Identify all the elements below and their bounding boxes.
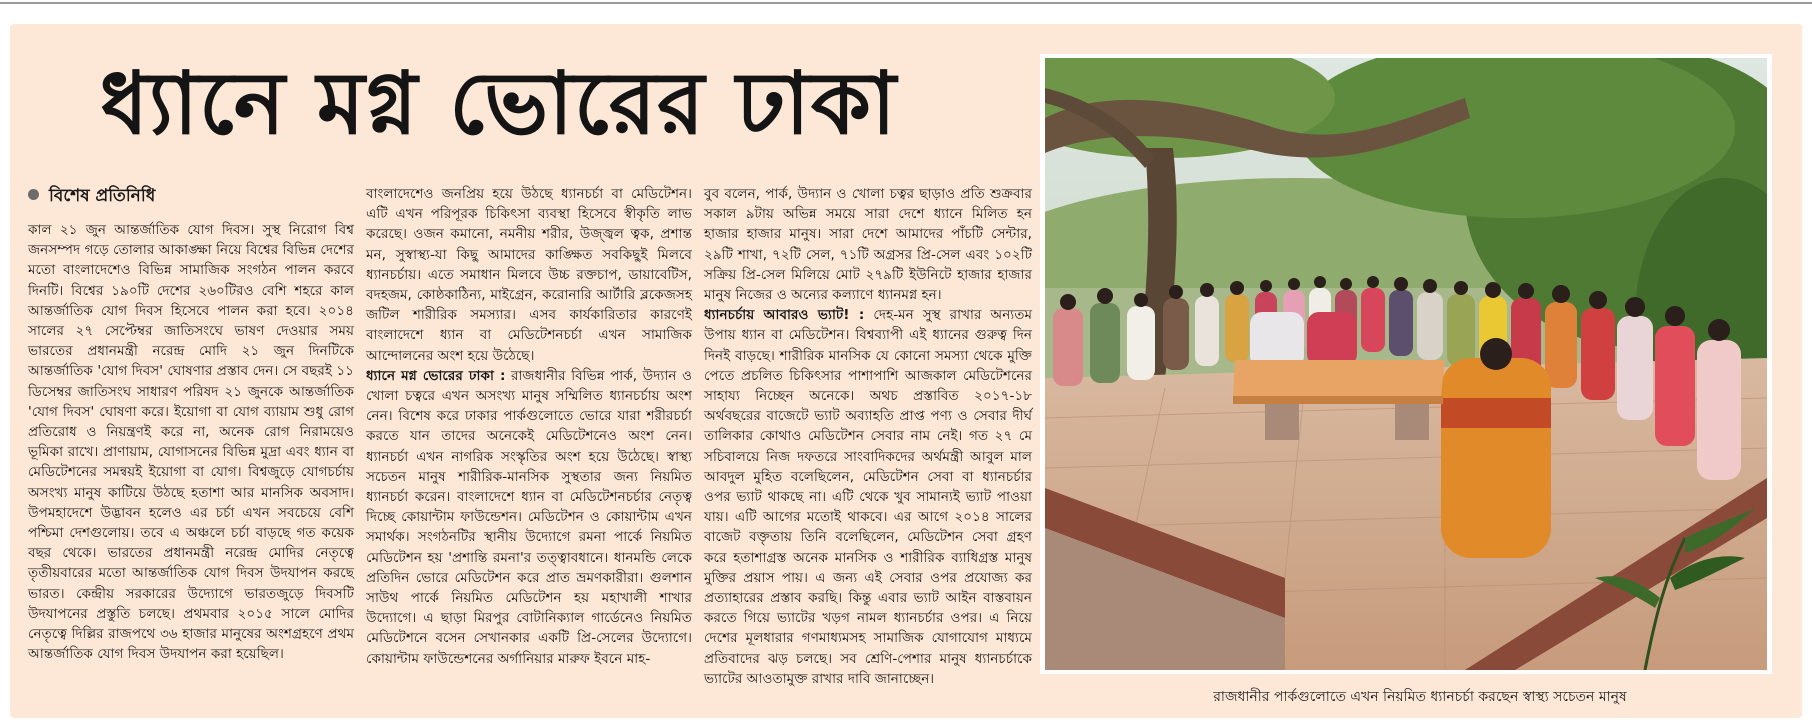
- article-column-3: [704, 184, 1032, 714]
- meditation-photo: [1045, 58, 1767, 670]
- article-column-2: [366, 184, 692, 714]
- photo-caption: রাজধানীর পার্কগুলোতে এখন নিয়মিত ধ্যানচর্চা করছেন স্বাস্থ্য সচেতন মানুষ: [1213, 689, 1627, 705]
- column-2-paragraph-1: বাংলাদেশেও জনপ্রিয় হয়ে উঠছে ধ্যানচর্চা বা মেডিটেশন। এটি এখন পরিপূরক চিকিৎসা ব্যবস্থা হিসেবে স্বীকৃতি লাভ করেছে। ওজন কমানো, নমনীয় শরীর, উজ্জ্বল ত্বক, প্রশান্ত মন, সুস্বাস্থ্য-যা কিছু আমাদের কাঙ্ক্ষিত সবকিছুই মিলবে ধ্যানচর্চায়। এতে সমাধান মিলবে উচ্চ রক্তচাপ, ডায়াবেটিস, বদহজম, কোষ্ঠকাঠিন্য, মাইগ্রেন, করোনারি আর্টারি ব্লকেজসহ জটিল শারীরিক সমস্যার। এসব কার্যকারিতার কারণেই বাংলাদেশে ধ্যান বা মেডিটেশনচর্চা এখন সামাজিক আন্দোলনের অংশ হয়ে উঠেছে।: [366, 186, 692, 364]
- column-2-paragraph-2-text: রাজধানীর বিভিন্ন পার্ক, উদ্যান ও খোলা চত্বরে এখন অসংখ্য মানুষ সম্মিলিত ধ্যানচর্চায় অংশ নেন। বিশেষ করে ঢাকার পার্কগুলোতে ভোরে যারা শরীরচর্চা করতে যান তাদের অনেকেই মেডিটেশনেও অংশ নেন। ধ্যানচর্চা এখন নাগরিক সংস্কৃতির অংশ হয়ে উঠেছে। স্বাস্থ্য সচেতন মানুষ শারীরিক-মানসিক সুস্থতার জন্য নিয়মিত ধ্যানচর্চা করেন। বাংলাদেশে ধ্যান বা মেডিটেশনচর্চার নেতৃত্ব দিচ্ছে কোয়ান্টাম ফাউন্ডেশন। মেডিটেশন ও কোয়ান্টাম এখন সমার্থক। সংগঠনটির স্থানীয় উদ্যোগে রমনা পার্কে নিয়মিত মেডিটেশন হয় 'প্রশান্তি রমনা'র তত্ত্বাবধানে। ধানমন্ডি লেকে প্রতিদিন ভোরে মেডিটেশন করে প্রাত ভ্রমণকারীরা। গুলশান সাউথ পার্কে নিয়মিত মেডিটেশন হয় মহাখালী শাখার উদ্যোগে। এ ছাড়া মিরপুর বোটানিক্যাল গার্ডেনেও নিয়মিত মেডিটেশনে বসেন সেখানকার একটি প্রি-সেলের উদ্যোগে। কোয়ান্টাম ফাউন্ডেশনের অর্গানিয়ার মারুফ ইবনে মাহ-: [366, 367, 693, 667]
- subheading-vat: ধ্যানচর্চায় আবারও ভ্যাট! :: [704, 307, 865, 324]
- article-column-1: [28, 220, 354, 710]
- park-meditation-illustration: [1045, 58, 1767, 670]
- byline: [28, 184, 358, 208]
- headline: ধ্যানে মগ্ন ভোরের ঢাকা: [100, 53, 897, 154]
- column-3-paragraph-1: বুব বলেন, পার্ক, উদ্যান ও খোলা চত্বর ছাড়াও প্রতি শুক্রবার সকাল ৯টায় অভিন্ন সময়ে সারা দেশে ধ্যানে মিলিত হন হাজার হাজার মানুষ। সারা দেশে আমাদের পাঁচটি সেন্টার, ২৯টি শাখা, ৭২টি সেল, ৭১টি অগ্রসর প্রি-সেল এবং ১০২টি সক্রিয় প্রি-সেল মিলিয়ে মোট ২৭৯টি ইউনিটে হাজার হাজার মানুষ নিজের ও অন্যের কল্যাণে ধ্যানমগ্ন হন।: [704, 186, 1032, 304]
- subheading-dhyane-mogno: ধ্যানে মগ্ন ভোরের ঢাকা :: [366, 367, 506, 384]
- column-1-text: কাল ২১ জুন আন্তর্জাতিক যোগ দিবস। সুস্থ নিরোগ বিশ্ব জনসম্পদ গড়ে তোলার আকাঙ্ক্ষা নিয়ে বিশ্বের বিভিন্ন দেশের মতো বাংলাদেশেও বিভিন্ন সামাজিক সংগঠন পালন করবে দিনটি। বিশ্বের ১৯০টি দেশের ২৬০টিরও বেশি শহরে কাল আন্তর্জাতিক যোগ দিবস হিসেবে পালন করা হবে। ২০১৪ সালের ২৭ সেপ্টেম্বর জাতিসংঘে ভাষণ দেওয়ার সময় ভারতের প্রধানমন্ত্রী নরেন্দ্র মোদি ২১ জুন দিনটিকে আন্তর্জাতিক 'যোগ দিবস' ঘোষণার প্রস্তাব দেন। সে বছরই ১১ ডিসেম্বর জাতিসংঘ সাধারণ পরিষদ ২১ জুনকে আন্তর্জাতিক 'যোগ দিবস' ঘোষণা করে। ইয়োগা বা যোগ ব্যায়াম শুধু রোগ প্রতিরোধ ও নিয়ন্ত্রণই করে না, অনেক রোগ নিরাময়েও ভূমিকা রাখে। প্রাণায়াম, যোগাসনের বিভিন্ন মুদ্রা এবং ধ্যান বা মেডিটেশনের সমন্বয়ই ইয়োগা বা যোগ। বিশ্বজুড়ে যোগচর্চায় অসংখ্য মানুষ কাটিয়ে উঠছে হতাশা আর মানসিক অবসাদ। উপমহাদেশে উদ্ভাবন হলেও এর চর্চা এখন সবচেয়ে বেশি পশ্চিমা দেশগুলোয়। তবে এ অঞ্চলে চর্চা বাড়ছে গত কয়েক বছর থেকে। ভারতের প্রধানমন্ত্রী নরেন্দ্র মোদির নেতৃত্বে তৃতীয়বারের মতো আন্তর্জাতিক যোগ দিবস উদযাপন করছে ভারত। কেন্দ্রীয় সরকারের উদ্যোগে ভারতজুড়ে দিবসটি উদযাপনের প্রস্তুতি চলছে। প্রথমবার ২০১৫ সালে মোদির নেতৃত্বে দিল্লির রাজপথে ৩৬ হাজার মানুষের অংশগ্রহণে প্রথম আন্তর্জাতিক যোগ দিবস উদযাপন করা হয়েছিল।: [28, 222, 354, 663]
- column-3-paragraph-2-text: দেহ-মন সুস্থ রাখার অন্যতম উপায় ধ্যান বা মেডিটেশন। বিশ্বব্যাপী এই ধ্যানের গুরুত্ব দিন দিনই বাড়ছে। শারীরিক মানসিক যে কোনো সমস্যা থেকে মুক্তি পেতে প্রচলিত চিকিৎসার পাশাপাশি আজকাল মেডিটেশনের সাহায্য নিচ্ছেন অনেকে। অথচ প্রস্তাবিত ২০১৭-১৮ অর্থবছরের বাজেটে ভ্যাট অব্যাহতি প্রাপ্ত পণ্য ও সেবার দীর্ঘ তালিকার কোথাও মেডিটেশন সেবার নাম নেই। গত ২৭ মে সচিবালয়ে নিজ দফতরে সাংবাদিকদের অর্থমন্ত্রী আবুল মাল আবদুল মুহিত বলেছিলেন, মেডিটেশন সেবা বা ধ্যানচর্চার ওপর ভ্যাট থাকছে না। এটি থেকে খুব সামান্যই ভ্যাট পাওয়া যায়। এটি আগের মতোই থাকবে। এর আগে ২০১৪ সালের বাজেট বক্তৃতায় তিনি বলেছিলেন, মেডিটেশন সেবা গ্রহণ করে হতাশাগ্রস্ত অনেক মানসিক ও শারীরিক ব্যাধিগ্রস্ত মানুষ মুক্তির প্রয়াস পায়। এ জন্য এই সেবার ওপর প্রযোজ্য কর প্রত্যাহারের প্রস্তাব করছি। কিন্তু এবার ভ্যাট আইন বাস্তবায়ন করতে গিয়ে ভ্যাটের খড়গ নামল ধ্যানচর্চার ওপর। এ নিয়ে দেশের মূলধারার গণমাধ্যমসহ সামাজিক যোগাযোগ মাধ্যমে প্রতিবাদের ঝড় চলছে। সব শ্রেণি-পেশার মানুষ ধ্যানচর্চাকে ভ্যাটের আওতামুক্ত রাখার দাবি জানাচ্ছেন।: [704, 307, 1032, 687]
- byline-text: বিশেষ প্রতিনিধি: [49, 186, 156, 206]
- column-2-paragraph-2: [366, 366, 692, 669]
- column-3-paragraph-2: [704, 305, 1032, 689]
- bullet-icon: [28, 189, 39, 200]
- top-rule: [0, 2, 1812, 4]
